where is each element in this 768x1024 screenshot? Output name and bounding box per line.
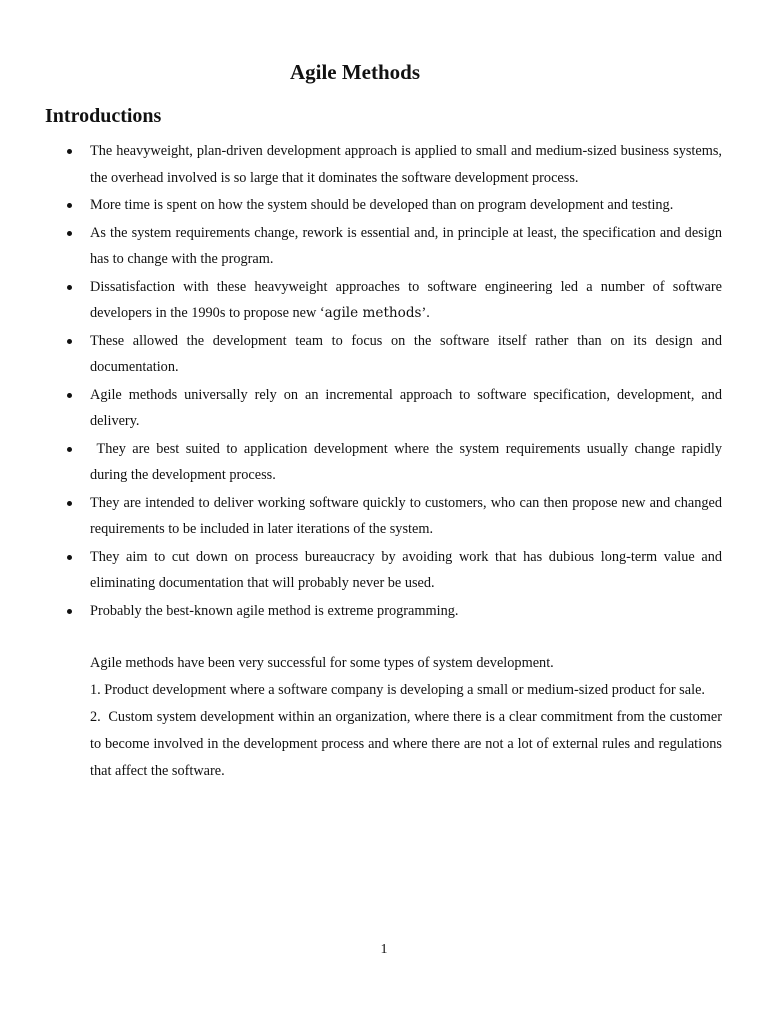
bullet-icon	[67, 231, 72, 236]
bullet-icon	[67, 285, 72, 290]
bullet-icon	[67, 339, 72, 344]
section-heading: Introductions	[45, 105, 162, 127]
paragraph-intro: Agile methods have been very successful for some types of system development.	[90, 655, 554, 671]
bullet-item	[64, 220, 722, 273]
bullet-text: More time is spent on how the system should be developed than on program development and testing.	[90, 197, 674, 213]
bullet-text: The heavyweight, plan-driven development approach is applied to small and medium-sized business systems, the overhead involved is so large that it dominates the software development process.	[90, 143, 722, 186]
bullet-list	[64, 138, 726, 625]
bullet-text: They aim to cut down on process bureaucracy by avoiding work that has dubious long-term value and eliminating documentation that will probably never be used.	[90, 548, 722, 591]
bullet-text: These allowed the development team to focus on the software itself rather than on its design and documentation.	[90, 332, 722, 375]
bullet-text-after-term: ’.	[421, 305, 430, 321]
bullet-text-before-term: Dissatisfaction with these heavyweight approaches to software engineering led a number of software developers in the 1990s to propose new ‘	[90, 278, 722, 321]
bullet-icon	[67, 501, 72, 506]
bullet-text: They are best suited to application development where the system requirements usually change rapidly during the development process.	[90, 440, 726, 483]
bullet-text: They are intended to deliver working software quickly to customers, who can then propose new and changed requirements to be included in later iterations of the system.	[90, 494, 722, 537]
bullet-item	[64, 490, 722, 543]
page-number: 1	[380, 942, 388, 957]
bullet-text: Agile methods universally rely on an incremental approach to software specification, development, and delivery.	[90, 386, 722, 429]
bullet-item	[64, 192, 722, 219]
agile-methods-term: agile methods	[324, 305, 422, 321]
bullet-icon	[67, 393, 72, 398]
bullet-item	[64, 436, 726, 489]
bullet-item	[64, 274, 722, 327]
bullet-icon	[67, 203, 72, 208]
bullet-text: As the system requirements change, rework is essential and, in principle at least, the specification and design has to change with the program.	[90, 224, 722, 267]
bullet-icon	[67, 609, 72, 614]
paragraph-item-2: 2. Custom system development within an organization, where there is a clear commitment from the customer to become involved in the development process and where there are not a lot of external rules and regulations that affect the software.	[90, 709, 726, 779]
bullet-item	[64, 138, 722, 191]
bullet-item	[64, 598, 722, 625]
bullet-item	[64, 382, 722, 435]
bullet-icon	[67, 555, 72, 560]
paragraph-item-1: 1. Product development where a software company is developing a small or medium-sized product for sale.	[90, 682, 705, 698]
bullet-text: Probably the best-known agile method is extreme programming.	[90, 602, 459, 619]
bullet-item	[64, 328, 722, 381]
body-paragraphs	[90, 650, 726, 785]
bullet-icon	[67, 447, 72, 452]
bullet-item	[64, 544, 722, 597]
bullet-icon	[67, 149, 72, 154]
document-title: Agile Methods	[289, 60, 421, 84]
